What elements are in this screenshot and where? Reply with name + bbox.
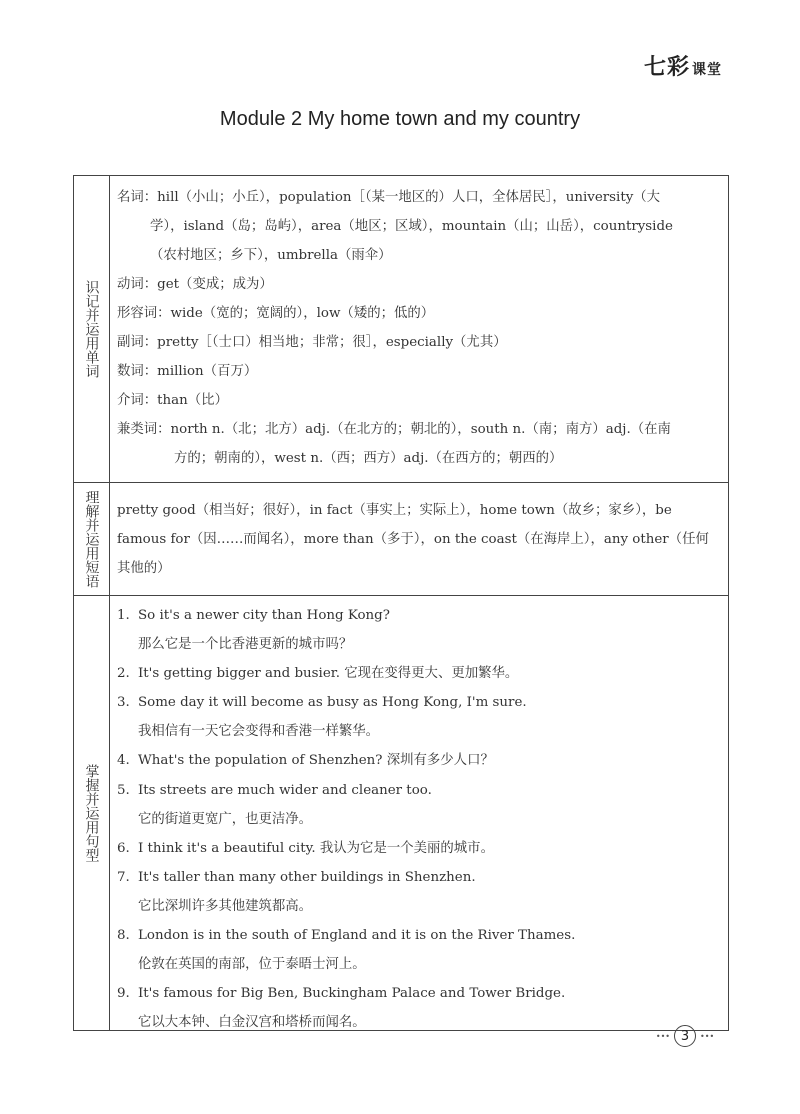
words-label: 识记并运用单词 xyxy=(83,280,100,378)
words-line: （农村地区；乡下），umbrella（雨伞） xyxy=(150,248,392,263)
sentence-item xyxy=(117,688,722,746)
sentence-cn: 我相信有一天它会变得和香港一样繁华。 xyxy=(138,724,380,740)
sentence-number: 9. xyxy=(117,986,130,1002)
sentences-content xyxy=(117,601,722,1037)
phrases-line: 其他的） xyxy=(117,561,171,576)
sentences-label: 掌握并运用句型 xyxy=(83,763,100,862)
sentence-number: 3. xyxy=(117,695,130,711)
sentence-number: 1. xyxy=(117,608,130,623)
words-line: 副词：pretty［（士口）相当地；非常；很］，especially（尤其） xyxy=(117,335,507,350)
sentence-en: London is in the south of England and it is on the River Thames. xyxy=(138,928,576,944)
sentence-en: Its streets are much wider and cleaner too. xyxy=(138,782,432,798)
sentence-item xyxy=(117,601,722,659)
sentence-en: So it's a newer city than Hong Kong? xyxy=(138,608,390,623)
words-content xyxy=(117,183,722,473)
sentence-en: I think it's a beautiful city. 我认为它是一个美丽的城市。 xyxy=(138,840,494,856)
brand-logo xyxy=(644,50,722,81)
sentence-item xyxy=(117,834,722,863)
words-line: 兼类词：north n.（北；北方）adj.（在北方的；朝北的），south n.（南；南方）adj.（在南 xyxy=(117,422,671,437)
sentence-cn: 伦敦在英国的南部，位于泰晤士河上。 xyxy=(138,957,366,973)
page-title: Module 2 My home town and my country xyxy=(219,108,581,130)
pager-dots-right: ••• xyxy=(700,1031,715,1041)
sentence-number: 2. xyxy=(117,666,130,682)
sentence-en: What's the population of Shenzhen? 深圳有多少人口？ xyxy=(138,753,494,769)
sentence-cn: 它以大本钟、白金汉宫和塔桥而闻名。 xyxy=(138,1015,366,1031)
words-line: 动词：get（变成；成为） xyxy=(117,277,273,292)
page-number: 3 xyxy=(674,1025,696,1047)
pager-dots-left: ••• xyxy=(655,1031,670,1041)
words-label-cell xyxy=(74,176,110,482)
sentence-cn: 它的街道更宽广，也更洁净。 xyxy=(138,811,313,827)
sentence-number: 6. xyxy=(117,840,130,856)
sentence-number: 4. xyxy=(117,753,130,769)
sentence-number: 5. xyxy=(117,782,130,798)
sentence-cn: 那么它是一个比香港更新的城市吗？ xyxy=(138,637,353,653)
phrases-label-cell xyxy=(74,482,110,595)
words-line: 介词：than（比） xyxy=(117,393,228,408)
phrases-line: famous for（因……而闻名），more than（多于），on the coast（在海岸上），any other（任何 xyxy=(117,532,709,547)
brand-suffix: 课堂 xyxy=(692,62,722,78)
words-line: 数词：million（百万） xyxy=(117,364,258,379)
words-line: 学），island（岛；岛屿），area（地区；区域），mountain（山；山岳），countryside xyxy=(150,219,673,234)
sentence-item xyxy=(117,979,722,1037)
sentence-item xyxy=(117,863,722,921)
words-line: 方的；朝南的），west n.（西；西方）adj.（在西方的；朝西的） xyxy=(174,451,563,466)
brand-name: 七彩 xyxy=(643,55,690,80)
words-row xyxy=(74,176,728,483)
sentence-en: It's getting bigger and busier. 它现在变得更大、更加繁华。 xyxy=(138,666,519,682)
phrases-label: 理解并运用短语 xyxy=(83,490,100,588)
sentence-cn: 它比深圳许多其他建筑都高。 xyxy=(138,898,313,914)
sentence-item xyxy=(117,921,722,979)
phrases-line: pretty good（相当好；很好），in fact（事实上；实际上），home town（故乡；家乡），be xyxy=(117,503,672,518)
sentence-number: 7. xyxy=(117,869,130,885)
phrases-row xyxy=(74,482,728,596)
sentence-en: It's taller than many other buildings in Shenzhen. xyxy=(138,869,476,885)
sentence-en: Some day it will become as busy as Hong Kong, I'm sure. xyxy=(138,695,527,711)
sentences-row xyxy=(74,595,728,1030)
page-number-badge xyxy=(649,1025,721,1047)
sentence-number: 8. xyxy=(117,928,130,944)
phrases-content xyxy=(117,496,722,583)
study-table xyxy=(73,175,729,1031)
sentence-item xyxy=(117,659,722,688)
sentence-item xyxy=(117,776,722,834)
words-line: 形容词：wide（宽的；宽阔的），low（矮的；低的） xyxy=(117,306,435,321)
words-line: 名词：hill（小山；小丘），population［（某一地区的）人口，全体居民］，university（大 xyxy=(117,190,661,205)
sentences-label-cell xyxy=(74,595,110,1030)
sentence-item xyxy=(117,746,722,775)
sentence-en: It's famous for Big Ben, Buckingham Palace and Tower Bridge. xyxy=(138,986,566,1002)
